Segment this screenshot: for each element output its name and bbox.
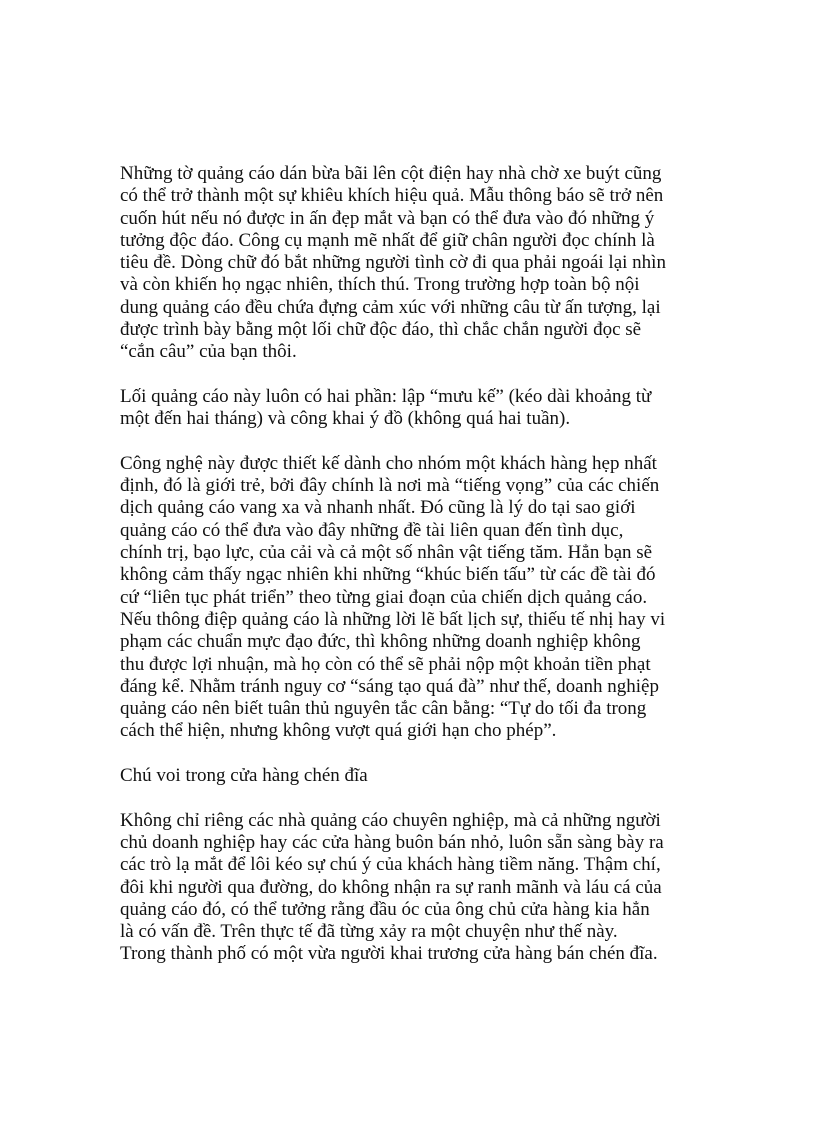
text-line: quảng cáo đó, có thể tưởng rằng đầu óc của ông chủ cửa hàng kia hẳn: [120, 898, 650, 920]
paragraph-2: [120, 386, 710, 431]
text-line: cách thể hiện, nhưng không vượt quá giới hạn cho phép”.: [120, 720, 557, 742]
text-line: thu được lợi nhuận, mà họ còn có thể sẽ phải nộp một khoản tiền phạt: [120, 653, 651, 675]
text-line: Những tờ quảng cáo dán bừa bãi lên cột điện hay nhà chờ xe buýt cũng: [120, 163, 662, 184]
text-line: cứ “liên tục phát triển” theo từng giai đoạn của chiến dịch quảng cáo.: [120, 586, 648, 608]
text-line: là có vấn đề. Trên thực tế đã từng xảy ra một chuyện như thế này.: [120, 921, 618, 943]
text-line: quảng cáo có thể đưa vào đây những đề tài liên quan đến tình dục,: [120, 519, 624, 541]
text-line: phạm các chuẩn mực đạo đức, thì không những doanh nghiệp không: [120, 631, 641, 653]
text-line: đáng kể. Nhằm tránh nguy cơ “sáng tạo quá đà” như thế, doanh nghiệp: [120, 675, 659, 697]
text-line: Trong thành phố có một vừa người khai trương cửa hàng bán chén đĩa.: [120, 943, 658, 965]
paragraph-5: [120, 810, 710, 966]
text-line: dung quảng cáo đều chứa đựng cảm xúc với những câu từ ấn tượng, lại: [120, 296, 661, 318]
text-line: không cảm thấy ngạc nhiên khi những “khúc biến tấu” từ các đề tài đó: [120, 564, 656, 586]
paragraph-1: [120, 163, 710, 364]
text-line: được trình bày bằng một lối chữ độc đáo, thì chắc chắn người đọc sẽ: [120, 319, 642, 341]
paragraph-3: [120, 453, 710, 743]
text-line: tưởng độc đáo. Công cụ mạnh mẽ nhất để giữ chân người đọc chính là: [120, 229, 655, 251]
text-line: Công nghệ này được thiết kế dành cho nhóm một khách hàng hẹp nhất: [120, 452, 657, 474]
text-line: chính trị, bạo lực, của cải và cả một số nhân vật tiếng tăm. Hẳn bạn sẽ: [120, 542, 653, 564]
section-heading: [120, 765, 710, 787]
text-line: đôi khi người qua đường, do không nhận ra sự ranh mãnh và láu cá của: [120, 876, 662, 898]
text-line: tiêu đề. Dòng chữ đó bắt những người tình cờ đi qua phải ngoái lại nhìn: [120, 252, 666, 274]
text-line: quảng cáo nên biết tuân thủ nguyên tắc cân bằng: “Tự do tối đa trong: [120, 698, 647, 720]
text-line: Chú voi trong cửa hàng chén đĩa: [120, 765, 368, 787]
text-line: các trò lạ mắt để lôi kéo sự chú ý của khách hàng tiềm năng. Thậm chí,: [120, 854, 661, 876]
text-line: dịch quảng cáo vang xa và nhanh nhất. Đó cũng là lý do tại sao giới: [120, 497, 636, 519]
text-line: Nếu thông điệp quảng cáo là những lời lẽ bất lịch sự, thiếu tế nhị hay vi: [120, 608, 666, 630]
document-body: [120, 163, 710, 988]
text-line: cuốn hút nếu nó được in ấn đẹp mắt và bạn có thể đưa vào đó những ý: [120, 207, 655, 229]
text-line: định, đó là giới trẻ, bởi đây chính là nơi mà “tiếng vọng” của các chiến: [120, 475, 660, 497]
text-line: Không chỉ riêng các nhà quảng cáo chuyên nghiệp, mà cả những người: [120, 809, 661, 831]
text-line: một đến hai tháng) và công khai ý đồ (không quá hai tuần).: [120, 408, 571, 430]
text-line: “cắn câu” của bạn thôi.: [120, 341, 297, 363]
text-line: chủ doanh nghiệp hay các cửa hàng buôn bán nhỏ, luôn sẵn sàng bày ra: [120, 831, 664, 853]
text-line: và còn khiến họ ngạc nhiên, thích thú. Trong trường hợp toàn bộ nội: [120, 274, 640, 296]
text-line: có thể trở thành một sự khiêu khích hiệu quả. Mẫu thông báo sẽ trở nên: [120, 185, 664, 207]
text-line: Lối quảng cáo này luôn có hai phần: lập “mưu kế” (kéo dài khoảng từ: [120, 385, 652, 407]
